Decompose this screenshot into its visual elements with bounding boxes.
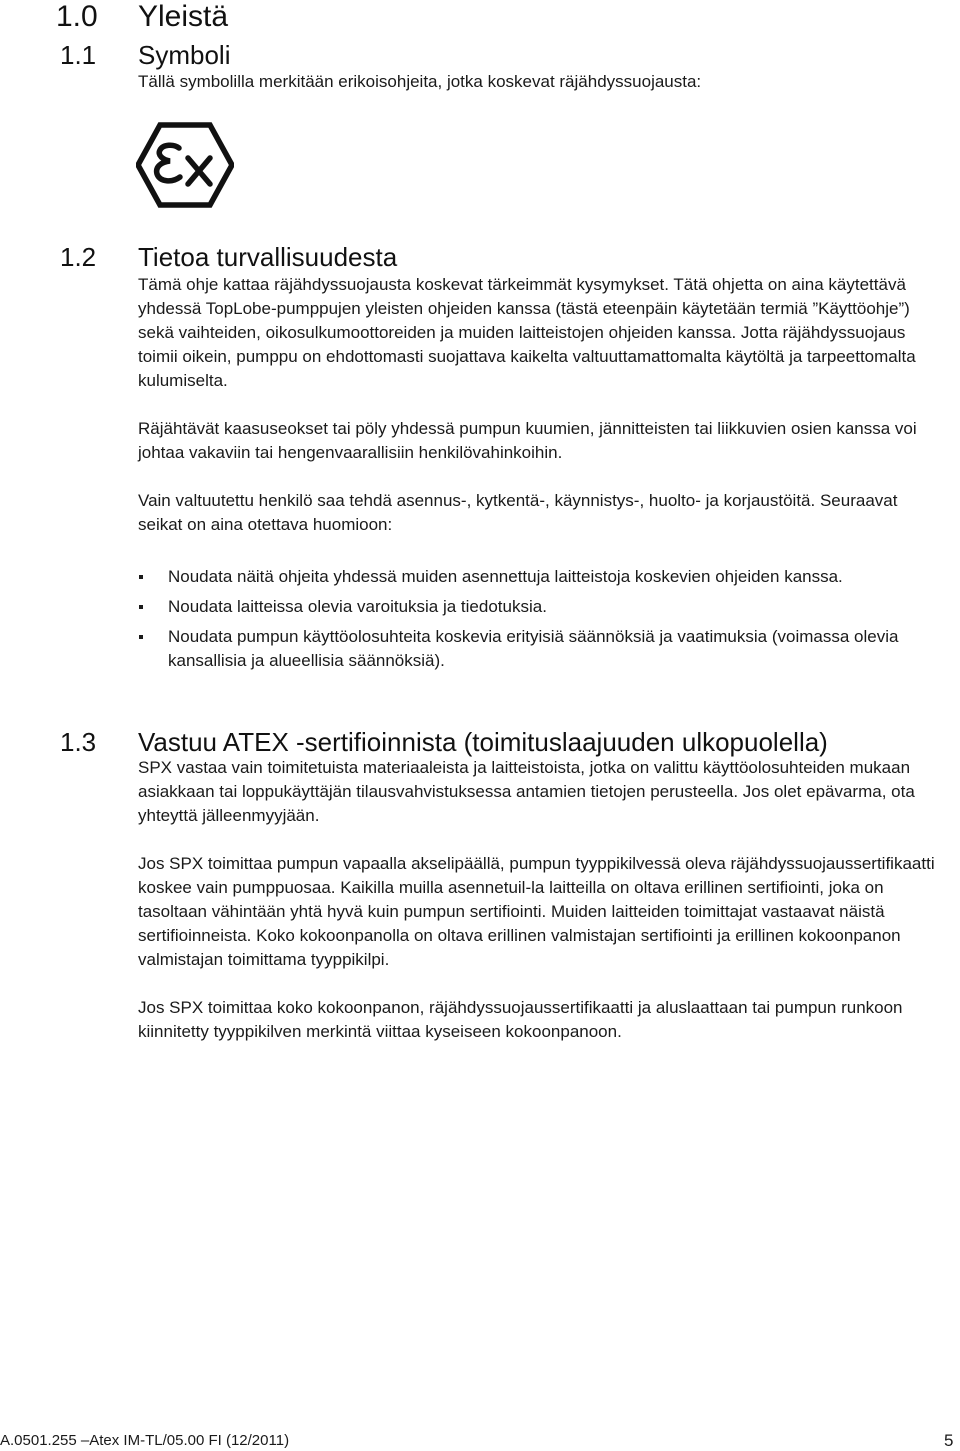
paragraph: Räjähtävät kaasuseokset tai pöly yhdessä pumpun kuumien, jännitteisten tai liikkuvien osien kanssa voi johtaa vakaviin tai hengenvaarallisiin henkilövahinkoihin.	[138, 419, 917, 462]
section-1-3-heading	[60, 727, 828, 757]
paragraph: SPX vastaa vain toimitetuista materiaaleista ja laitteistoista, jotka on valittu käyttöolosuhteiden mukaan asiakkaan tai loppukäyttäjän tilausvahvistuksessa antamien tietojen perusteella. Jos olet epävarma, ota yhteyttä jälleenmyyjään.	[138, 758, 915, 825]
page-number: 5	[944, 1431, 954, 1450]
section-title: Yleistä	[138, 0, 229, 33]
paragraph: Jos SPX toimittaa pumpun vapaalla akselipäällä, pumpun tyyppikilvessä oleva räjähdyssuojaussertifikaatti koskee vain pumppuosaa. Kaikilla muilla asennetuil-la laitteilla on oltava erillinen sertifiointi, joka on tasoltaan vähintään yhtä hyvä kuin pumpun sertifiointi. Muiden laitteiden toimittajat vastaavat näistä sertifioinneista. Koko kokoonpanolla on oltava erillinen valmistajan sertifiointi ja erillinen kokoonpanon valmistajan toimittama tyyppikilpi.	[138, 854, 935, 969]
section-number: 1.1	[60, 40, 97, 70]
ex-hexagon-icon	[136, 122, 234, 208]
section-number: 1.2	[60, 242, 97, 272]
section-1-1-text	[138, 70, 938, 94]
paragraph: Jos SPX toimittaa koko kokoonpanon, räjähdyssuojaussertifikaatti ja aluslaattaan tai pumpun runkoon kiinnitetty tyyppikilven merkintä viittaa kyseiseen kokoonpanoon.	[138, 998, 903, 1041]
document-id: A.0501.255 –Atex IM-TL/05.00 FI (12/2011)	[0, 1432, 290, 1449]
paragraph: Vain valtuutettu henkilö saa tehdä asennus-, kytkentä-, käynnistys-, huolto- ja korjaustöitä. Seuraavat seikat on aina otettava huomioon:	[138, 491, 898, 534]
section-1-2-heading	[60, 242, 397, 272]
section-1-2-body	[138, 273, 938, 537]
paragraph: Tällä symbolilla merkitään erikoisohjeita, jotka koskevat räjähdyssuojausta:	[138, 72, 702, 91]
section-title: Vastuu ATEX -sertifioinnista (toimituslaajuuden ulkopuolella)	[138, 727, 828, 757]
section-1-0-heading	[56, 0, 228, 34]
section-number: 1.3	[60, 727, 97, 757]
safety-bullet-list	[138, 565, 918, 673]
paragraph: Tämä ohje kattaa räjähdyssuojausta koskevat tärkeimmät kysymykset. Tätä ohjetta on aina käytettävä yhdessä TopLobe-pumppujen yleisten ohjeiden kanssa (tästä eteenpäin käytetään termiä ”Käyttöohje”) sekä vaihteiden, oikosulkumoottoreiden ja muiden laitteistojen ohjeiden kanssa. Jotta räjähdyssuojaus toimii oikein, pumppu on ehdottomasti suojattava kaikelta valtuuttamattomalta käytöltä ja tarpeettomalta kulumiselta.	[138, 275, 916, 390]
section-title: Symboli	[138, 40, 231, 70]
list-item: Noudata näitä ohjeita yhdessä muiden asennettuja laitteistoja koskevien ohjeiden kanssa.	[138, 565, 918, 589]
list-item: Noudata laitteissa olevia varoituksia ja tiedotuksia.	[138, 595, 918, 619]
section-1-3-body	[138, 756, 938, 1044]
list-item: Noudata pumpun käyttöolosuhteita koskevia erityisiä säännöksiä ja vaatimuksia (voimassa olevia kansallisia ja alueellisia säännöksiä).	[138, 625, 918, 673]
section-1-1-heading	[60, 40, 230, 70]
section-title: Tietoa turvallisuudesta	[138, 242, 398, 272]
section-number: 1.0	[56, 0, 98, 33]
